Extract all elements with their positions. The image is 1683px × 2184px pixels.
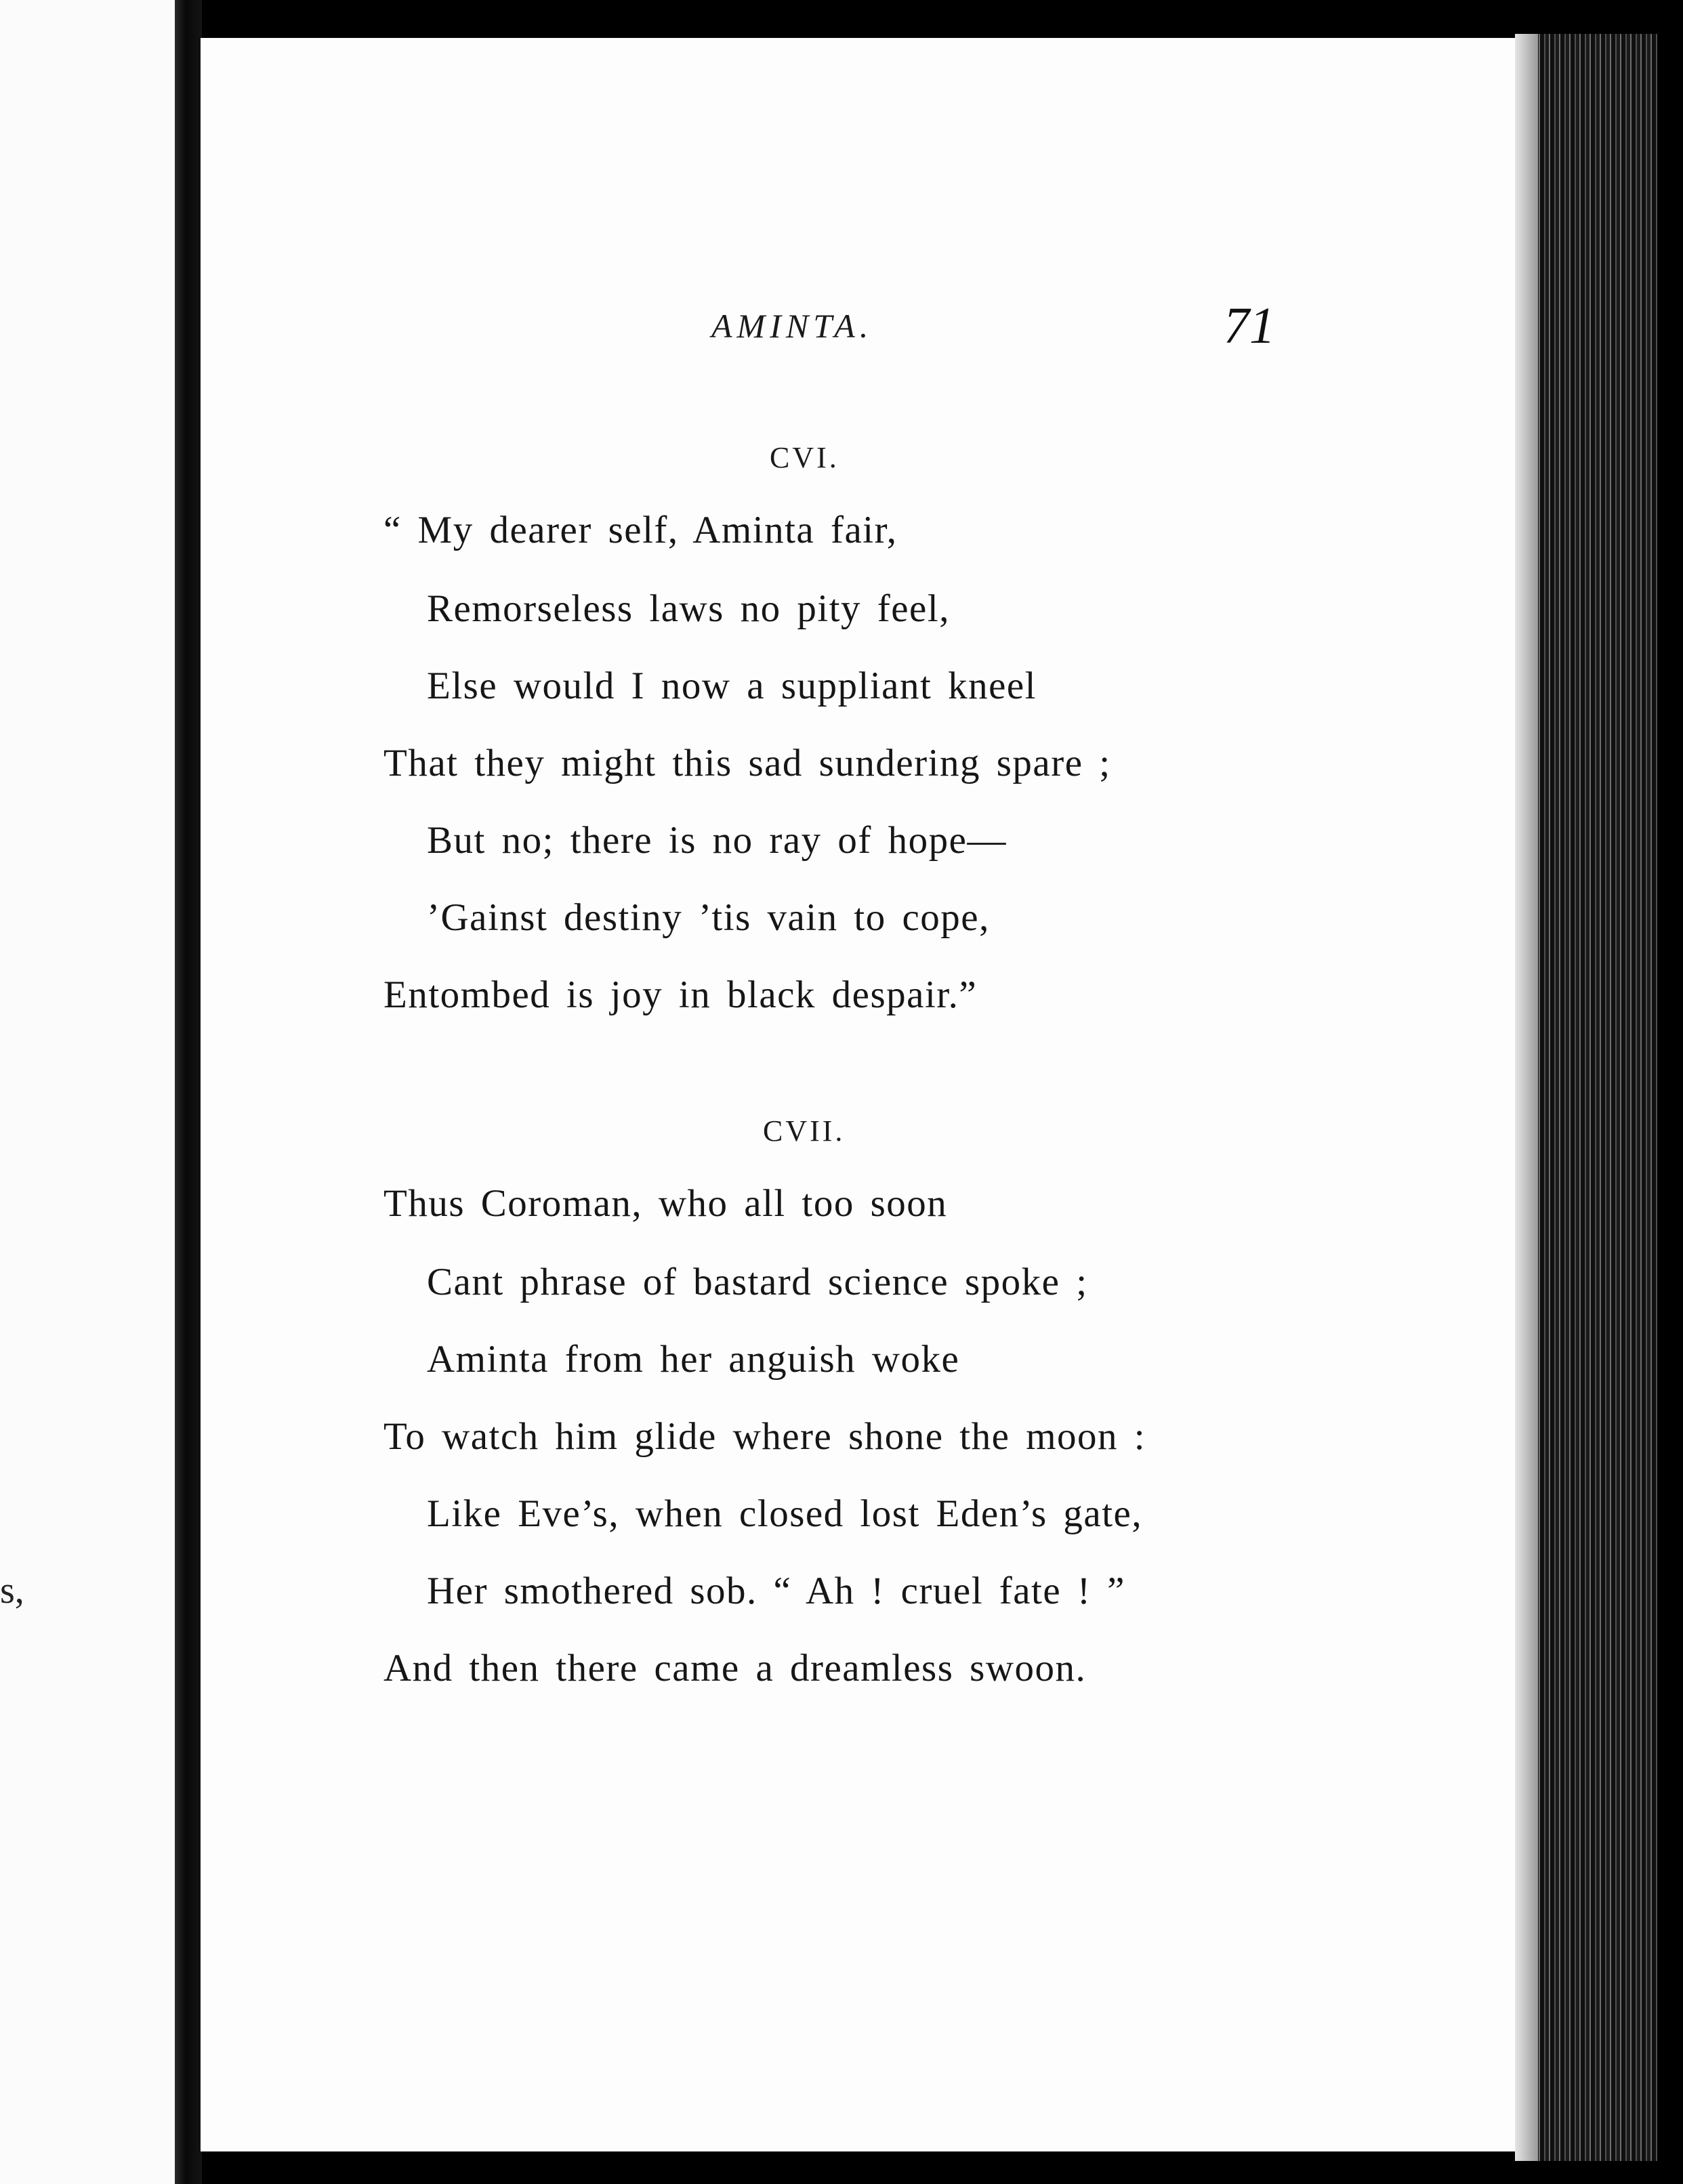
verse-line: ’Gainst destiny ’tis vain to cope, <box>427 896 990 939</box>
verse-line: Like Eve’s, when closed lost Eden’s gate, <box>427 1492 1143 1535</box>
verse-line: But no; there is no ray of hope— <box>427 819 1007 862</box>
left-page-text-fragment: s, <box>0 1570 24 1612</box>
verse-line: Aminta from her anguish woke <box>427 1338 960 1381</box>
verse-line: Thus Coroman, who all too soon <box>383 1182 948 1225</box>
verse-line: Else would I now a suppliant kneel <box>427 665 1037 707</box>
verse-line: “ My dearer self, Aminta fair, <box>383 509 898 551</box>
verse-line: Entombed is joy in black despair.” <box>383 973 978 1016</box>
verse-line: Remorseless laws no pity feel, <box>427 587 950 630</box>
stanza-number: CVII. <box>763 1114 846 1148</box>
verse-line: And then there came a dreamless swoon. <box>383 1647 1087 1689</box>
verse-line: Cant phrase of bastard science spoke ; <box>427 1261 1088 1303</box>
verse-line: To watch him glide where shone the moon : <box>383 1415 1146 1458</box>
verse-line: That they might this sad sundering spare ; <box>383 742 1111 784</box>
page-number: 71 <box>1224 297 1275 354</box>
stanza-number: CVI. <box>770 441 839 474</box>
left-facing-page <box>0 0 184 2184</box>
book-gutter <box>175 0 202 2184</box>
running-head: AMINTA. <box>711 307 873 345</box>
verse-line: Her smothered sob. “ Ah ! cruel fate ! ” <box>427 1570 1125 1612</box>
right-page <box>201 38 1529 2151</box>
page-edge-shadow <box>1515 34 1538 2161</box>
